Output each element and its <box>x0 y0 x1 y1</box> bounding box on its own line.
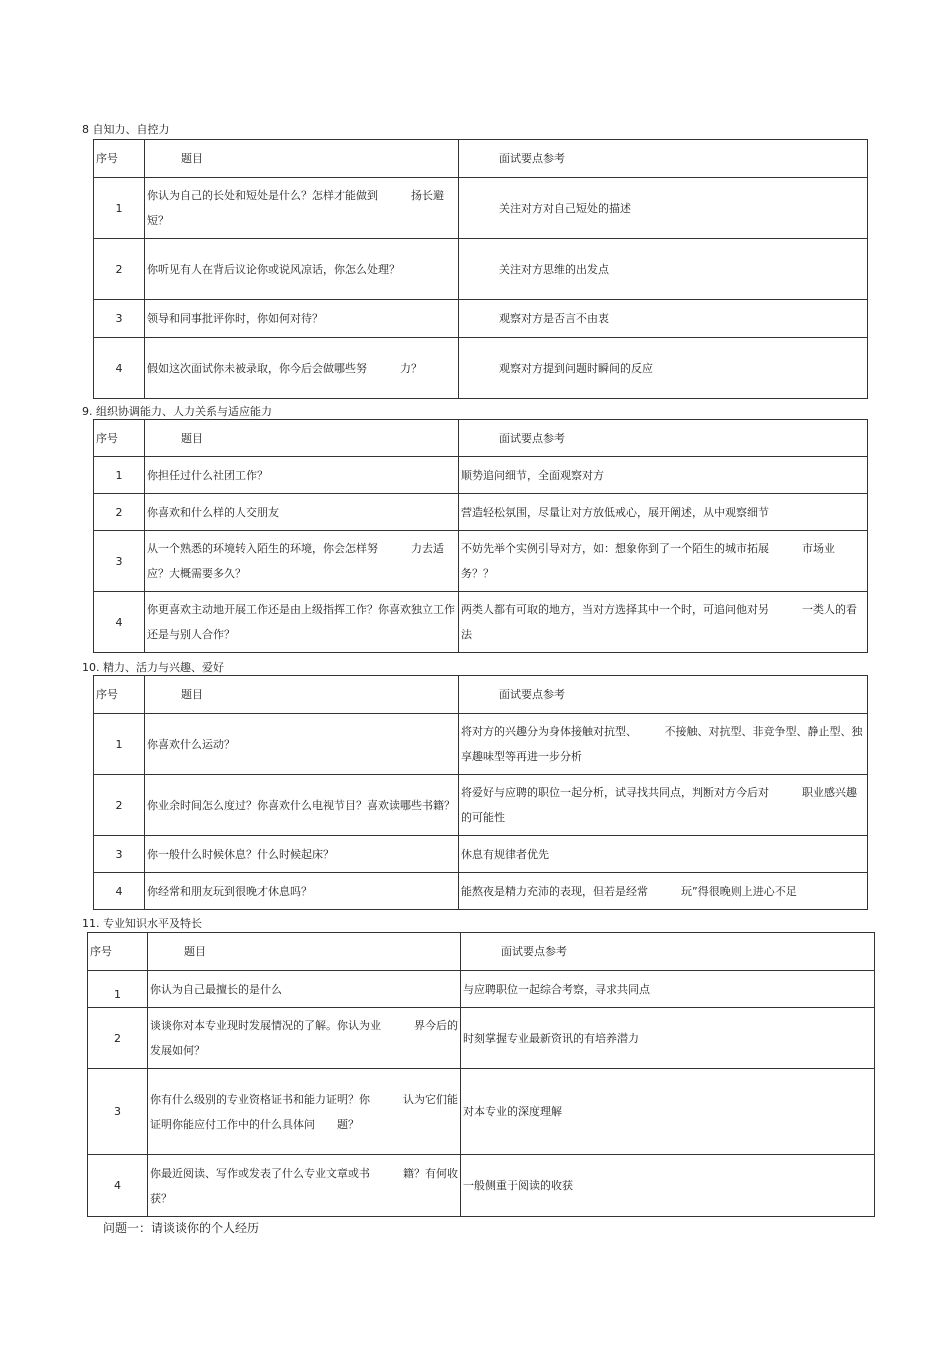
row-num: 3 <box>94 836 145 873</box>
row-question: 你担任过什么社团工作？ <box>145 457 459 494</box>
row-reference: 顺势追问细节，全面观察对方 <box>459 457 868 494</box>
section-title: 9. 组织协调能力、人力关系与适应能力 <box>82 405 272 418</box>
row-reference: 营造轻松氛围，尽量让对方放低戒心，展开阐述，从中观察细节 <box>459 494 868 531</box>
table-row <box>94 494 868 531</box>
row-question: 你认为自己的长处和短处是什么？怎样才能做到 扬长避短？ <box>145 178 459 239</box>
header-question: 题目 <box>145 676 459 714</box>
row-num: 1 <box>94 178 145 239</box>
interview-table <box>87 932 875 1217</box>
row-question: 你更喜欢主动地开展工作还是由上级指挥工作？你喜欢独立工作还是与别人合作？ <box>145 592 459 653</box>
row-num: 2 <box>94 494 145 531</box>
row-reference: 一般侧重于阅读的收获 <box>461 1155 875 1217</box>
header-num: 序号 <box>94 676 145 714</box>
table-row <box>88 1008 875 1069</box>
table-row <box>88 1069 875 1155</box>
table-row <box>94 300 868 338</box>
row-reference: 不妨先举个实例引导对方，如：想象你到了一个陌生的城市拓展 市场业务？？ <box>459 531 868 592</box>
row-reference: 将爱好与应聘的职位一起分析，试寻找共同点，判断对方今后对 职业感兴趣的可能性 <box>459 775 868 836</box>
row-reference: 能熬夜是精力充沛的表现，但若是经常 玩”得很晚则上进心不足 <box>459 873 868 910</box>
interview-table <box>93 675 868 910</box>
header-num: 序号 <box>94 420 145 457</box>
table-row <box>94 714 868 775</box>
header-reference: 面试要点参考 <box>459 140 868 178</box>
row-num: 4 <box>94 873 145 910</box>
row-num: 4 <box>94 592 145 653</box>
row-reference: 观察对方提到问题时瞬间的反应 <box>459 338 868 399</box>
row-num: 2 <box>94 239 145 300</box>
header-question: 题目 <box>145 420 459 457</box>
row-reference: 时刻掌握专业最新资讯的有培养潜力 <box>461 1008 875 1069</box>
row-question: 你经常和朋友玩到很晚才休息吗？ <box>145 873 459 910</box>
table-row <box>88 1155 875 1217</box>
header-question: 题目 <box>148 933 461 971</box>
footer-question: 问题一：请谈谈你的个人经历 <box>103 1221 260 1235</box>
row-num: 2 <box>88 1008 148 1069</box>
table-row <box>94 775 868 836</box>
row-question: 领导和同事批评你时，你如何对待？ <box>145 300 459 338</box>
header-num: 序号 <box>94 140 145 178</box>
header-question: 题目 <box>145 140 459 178</box>
row-num: 1 <box>94 457 145 494</box>
header-num: 序号 <box>88 933 148 971</box>
header-reference: 面试要点参考 <box>459 420 868 457</box>
row-reference: 对本专业的深度理解 <box>461 1069 875 1155</box>
row-num: 4 <box>94 338 145 399</box>
interview-table <box>93 419 868 653</box>
row-question: 假如这次面试你未被录取，你今后会做哪些努 力？ <box>145 338 459 399</box>
table-row <box>94 457 868 494</box>
row-num: 2 <box>94 775 145 836</box>
row-question: 你认为自己最擅长的是什么 <box>148 971 461 1008</box>
row-question: 你最近阅读、写作或发表了什么专业文章或书 籍？有何收获？ <box>148 1155 461 1217</box>
row-question: 你听见有人在背后议论你或说风凉话，你怎么处理？ <box>145 239 459 300</box>
row-reference: 休息有规律者优先 <box>459 836 868 873</box>
row-question: 从一个熟悉的环境转入陌生的环境，你会怎样努 力去适应？大概需要多久？ <box>145 531 459 592</box>
row-num: 3 <box>94 531 145 592</box>
table-row <box>94 873 868 910</box>
table-row <box>94 178 868 239</box>
header-reference: 面试要点参考 <box>461 933 875 971</box>
table-row <box>94 836 868 873</box>
section-title: 8 自知力、自控力 <box>82 123 170 136</box>
header-reference: 面试要点参考 <box>459 676 868 714</box>
row-question: 你喜欢和什么样的人交朋友 <box>145 494 459 531</box>
table-row <box>94 338 868 399</box>
row-num: 3 <box>94 300 145 338</box>
table-row <box>94 239 868 300</box>
row-question: 你喜欢什么运动？ <box>145 714 459 775</box>
row-reference: 两类人都有可取的地方，当对方选择其中一个时，可追问他对另 一类人的看法 <box>459 592 868 653</box>
row-reference: 将对方的兴趣分为身体接触对抗型、 不接触、对抗型、非竞争型、静止型、独享趣味型等再进一步分析 <box>459 714 868 775</box>
row-question: 你一般什么时候休息？什么时候起床？ <box>145 836 459 873</box>
table-row <box>94 531 868 592</box>
row-reference: 关注对方对自己短处的描述 <box>459 178 868 239</box>
row-question: 你业余时间怎么度过？你喜欢什么电视节目？喜欢读哪些书籍？ <box>145 775 459 836</box>
row-num: 3 <box>88 1069 148 1155</box>
row-reference: 关注对方思维的出发点 <box>459 239 868 300</box>
row-num: 4 <box>88 1155 148 1217</box>
row-num: 1 <box>94 714 145 775</box>
section-title: 11. 专业知识水平及特长 <box>82 917 202 930</box>
interview-table <box>93 139 868 399</box>
row-num: 1 <box>88 971 148 1008</box>
table-row <box>94 592 868 653</box>
row-reference: 与应聘职位一起综合考察，寻求共同点 <box>461 971 875 1008</box>
row-question: 谈谈你对本专业现时发展情况的了解。你认为业 界今后的发展如何？ <box>148 1008 461 1069</box>
table-row <box>88 971 875 1008</box>
row-reference: 观察对方是否言不由衷 <box>459 300 868 338</box>
section-title: 10. 精力、活力与兴趣、爱好 <box>82 661 224 674</box>
row-question: 你有什么级别的专业资格证书和能力证明？你 认为它们能证明你能应付工作中的什么具体问 题？ <box>148 1069 461 1155</box>
